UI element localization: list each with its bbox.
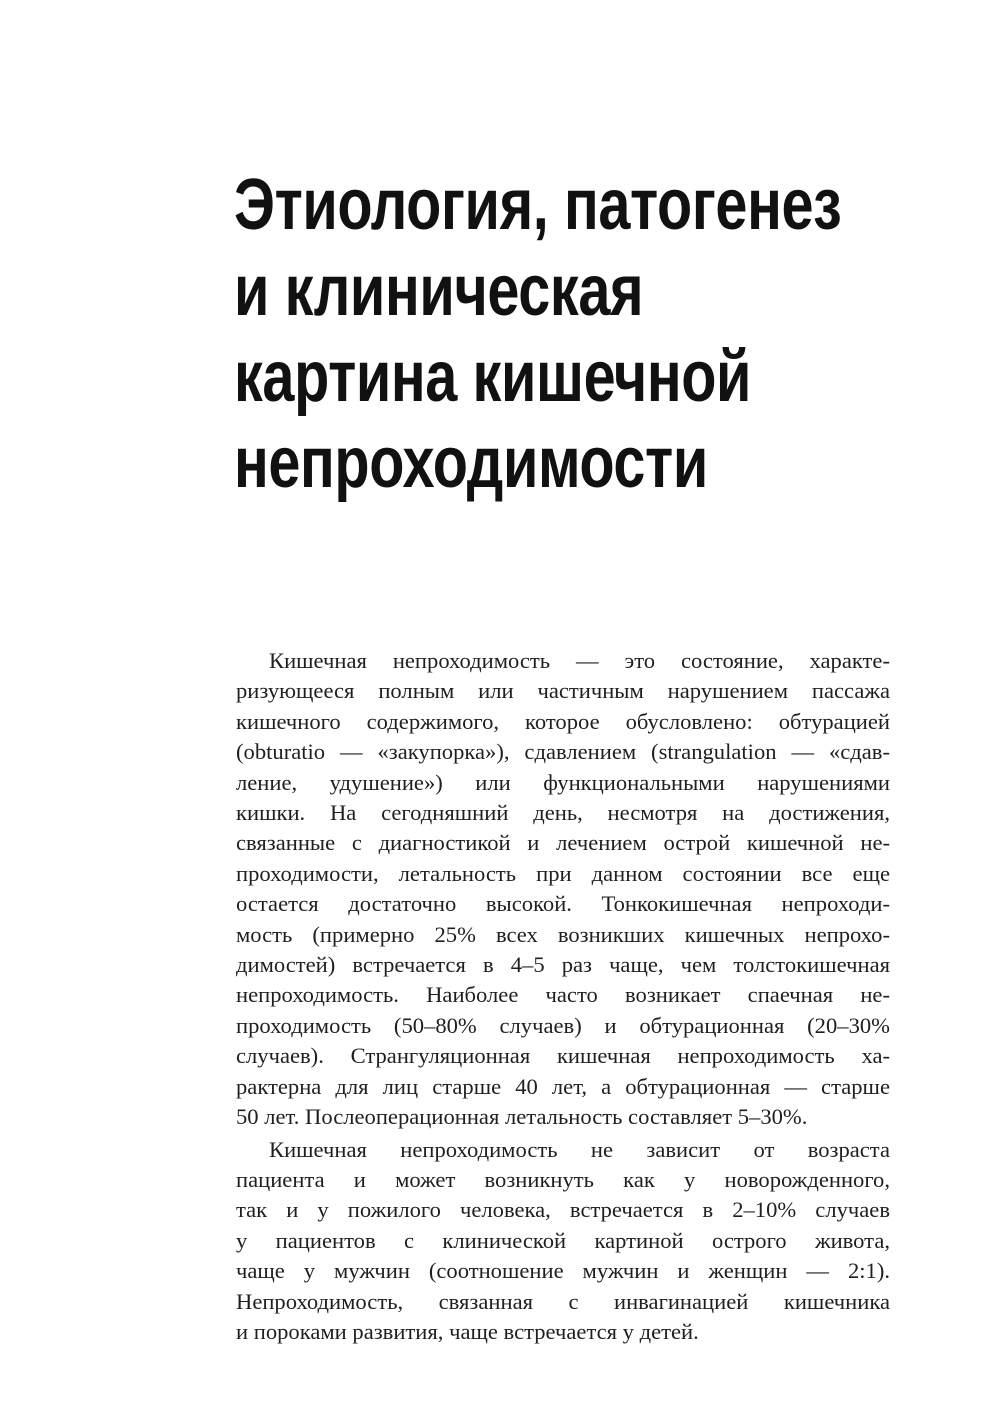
text-line: мость (примерно 25% всех возникших кишечных непрохо- bbox=[236, 921, 890, 947]
text-line: Кишечная непроходимость не зависит от возраста bbox=[269, 1136, 890, 1162]
text-line: у пациентов с клинической картиной острого живота, bbox=[236, 1227, 890, 1253]
chapter-title-line: непроходимости bbox=[234, 423, 708, 503]
paragraph-2 bbox=[236, 1135, 890, 1348]
text-line: и пороками развития, чаще встречается у детей. bbox=[236, 1318, 699, 1344]
text-line: непроходимость. Наиболее часто возникает спаечная не- bbox=[236, 982, 890, 1008]
text-line: проходимости, летальность при данном состоянии все еще bbox=[236, 860, 890, 886]
chapter-title-line: Этиология, патогенез bbox=[234, 165, 842, 245]
text-line: рактерна для лиц старше 40 лет, а обтурационная — старше bbox=[236, 1073, 890, 1099]
chapter-title-line: картина кишечной bbox=[234, 337, 752, 417]
text-line: димостей) встречается в 4–5 раз чаще, чем толстокишечная bbox=[236, 952, 890, 978]
text-line: Кишечная непроходимость — это состояние, характе- bbox=[269, 648, 890, 673]
text-line: кишки. На сегодняшний день, несмотря на достижения, bbox=[236, 800, 890, 826]
text-line: кишечного содержимого, которое обусловлено: обтурацией bbox=[236, 708, 890, 734]
text-line: пациента и может возникнуть как у новорожденного, bbox=[236, 1166, 890, 1192]
text-line: случаев). Странгуляционная кишечная непроходимость ха- bbox=[236, 1043, 890, 1069]
text-line: ление, удушение») или функциональными нарушениями bbox=[236, 769, 890, 795]
text-line: так и у пожилого человека, встречается в 2–10% случаев bbox=[236, 1197, 890, 1223]
text-line: 50 лет. Послеоперационная летальность составляет 5–30%. bbox=[236, 1104, 808, 1130]
chapter-title-line: и клиническая bbox=[234, 251, 644, 331]
body-text bbox=[236, 646, 890, 1347]
text-line: чаще у мужчин (соотношение мужчин и женщин — 2:1). bbox=[236, 1258, 890, 1284]
text-line: остается достаточно высокой. Тонкокишечная непроходи- bbox=[236, 891, 890, 917]
text-line: ризующееся полным или частичным нарушением пассажа bbox=[236, 678, 890, 704]
chapter-title bbox=[234, 162, 842, 506]
text-line: проходимость (50–80% случаев) и обтурационная (20–30% bbox=[236, 1012, 890, 1038]
text-line: связанные с диагностикой и лечением острой кишечной не- bbox=[236, 830, 890, 856]
text-line: Непроходимость, связанная с инвагинацией кишечника bbox=[236, 1288, 890, 1314]
text-line: (obturatio — «закупорка»), сдавлением (strangulation — «сдав- bbox=[236, 739, 890, 765]
paragraph-1 bbox=[236, 646, 890, 1133]
